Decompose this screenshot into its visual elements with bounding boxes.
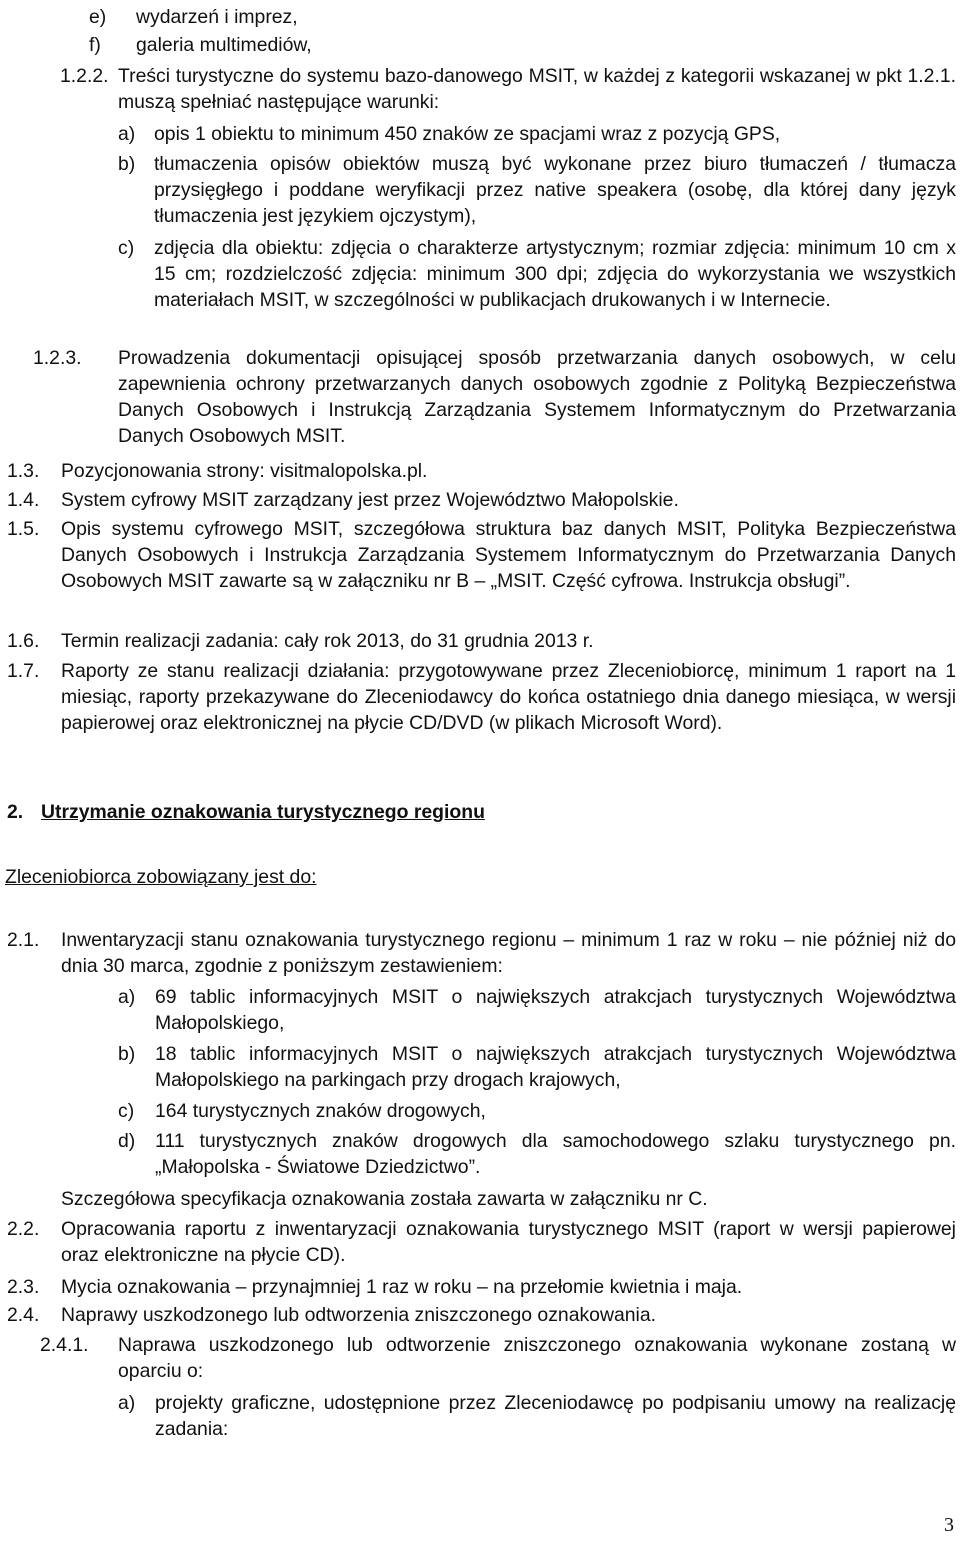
section-number: 2. [7, 801, 24, 823]
section-1-4 [7, 487, 956, 513]
item-label: d) [118, 1130, 136, 1152]
section-2-1-note [61, 1186, 956, 1212]
list-item-e [89, 4, 949, 30]
item-label: b) [118, 153, 136, 175]
section-number: 1.7. [7, 660, 40, 682]
section-text: Opracowania raportu z inwentaryzacji oznakowania turystycznego MSIT (raport w wersji papierowej oraz elektroniczne na płycie CD). [61, 1218, 956, 1266]
section-1-2-3 [33, 345, 956, 449]
item-label: a) [118, 1392, 136, 1414]
section-number: 2.4. [7, 1304, 40, 1326]
section-number: 1.6. [7, 630, 40, 652]
section-2-1 [7, 927, 956, 979]
item-text: zdjęcia dla obiektu: zdjęcia o charakterze artystycznym; rozmiar zdjęcia: minimum 10 cm x 15 cm; rozdzielczość zdjęcia: minimum 300 dpi; zdjęcia do wykorzystania we wszystkich materiałach MSIT, w szczególności w publikacjach drukowanych i w Internecie. [154, 237, 956, 311]
section-2-4 [7, 1302, 956, 1328]
section-heading-text: Utrzymanie oznakowania turystycznego regionu [41, 801, 485, 823]
section-text: Pozycjonowania strony: visitmalopolska.pl. [61, 460, 428, 482]
page-number: 3 [944, 1514, 954, 1536]
section-number: 2.3. [7, 1276, 40, 1298]
obligations-intro-text: Zleceniobiorca zobowiązany jest do: [5, 866, 317, 888]
section-heading-2 [7, 799, 956, 825]
section-text: Naprawa uszkodzonego lub odtworzenie zniszczonego oznakowania wykonane zostaną w oparciu o: [118, 1334, 956, 1382]
section-2-3 [7, 1274, 956, 1300]
section-number: 1.4. [7, 489, 40, 511]
section-number: 1.2.3. [33, 347, 82, 369]
section-number: 1.2.2. [60, 65, 109, 87]
list-item-f [89, 32, 949, 58]
list-item-2-1-d [118, 1128, 956, 1180]
section-2-2 [7, 1216, 956, 1268]
item-label: c) [118, 1100, 135, 1122]
item-label: e) [89, 6, 107, 28]
section-number: 2.4.1. [40, 1334, 89, 1356]
item-text: wydarzeń i imprez, [136, 6, 298, 28]
list-item-1-2-2-b [118, 151, 956, 229]
section-text: Termin realizacji zadania: cały rok 2013, do 31 grudnia 2013 r. [61, 630, 594, 652]
section-text: Inwentaryzacji stanu oznakowania turystycznego regionu – minimum 1 raz w roku – nie później niż do dnia 30 marca, zgodnie z poniższym zestawieniem: [61, 929, 956, 977]
item-label: a) [118, 986, 136, 1008]
section-1-2-2 [60, 63, 956, 115]
section-text: Raporty ze stanu realizacji działania: przygotowywane przez Zleceniobiorcę, minimum 1 raport na 1 miesiąc, raporty przekazywane do Zleceniodawcy do końca ostatniego dnia danego miesiąca, w wersji papierowej oraz elektronicznej na płycie CD/DVD (w plikach Microsoft Word). [61, 660, 956, 734]
list-item-2-1-c [118, 1098, 956, 1124]
item-text: opis 1 obiektu to minimum 450 znaków ze spacjami wraz z pozycją GPS, [154, 123, 781, 145]
section-text: Prowadzenia dokumentacji opisującej sposób przetwarzania danych osobowych, w celu zapewnienia ochrony przetwarzanych danych osobowych zgodnie z Polityką Bezpieczeństwa Danych Osobowych i Instrukcją Zarządzania Systemem Informatycznym do Przetwarzania Danych Osobowych MSIT. [118, 347, 956, 447]
section-1-3 [7, 458, 956, 484]
section-text: Opis systemu cyfrowego MSIT, szczegółowa struktura baz danych MSIT, Polityka Bezpieczeństwa Danych Osobowych i Instrukcja Zarządzania Systemem Informatycznym do Przetwarzania Danych Osobowych MSIT zawarte są w załączniku nr B – „MSIT. Część cyfrowa. Instrukcja obsługi”. [61, 518, 956, 592]
item-label: c) [118, 237, 135, 259]
item-text: galeria multimediów, [136, 34, 312, 56]
item-text: tłumaczenia opisów obiektów muszą być wykonane przez biuro tłumaczeń / tłumacza przysięgłego i poddane weryfikacji przez native speakera (osobę, dla której dany język tłumaczenia jest językiem ojczystym), [154, 153, 956, 227]
item-label: a) [118, 123, 136, 145]
item-label: b) [118, 1043, 136, 1065]
item-text: 69 tablic informacyjnych MSIT o największych atrakcjach turystycznych Województwa Małopolskiego, [155, 986, 956, 1034]
section-number: 2.2. [7, 1218, 40, 1240]
list-item-1-2-2-a [118, 121, 954, 147]
item-text: 18 tablic informacyjnych MSIT o największych atrakcjach turystycznych Województwa Małopolskiego na parkingach przy drogach krajowych, [155, 1043, 956, 1091]
section-text: Mycia oznakowania – przynajmniej 1 raz w roku – na przełomie kwietnia i maja. [61, 1276, 743, 1298]
list-item-2-4-1-a [118, 1390, 956, 1442]
section-1-7 [7, 658, 956, 736]
item-text: 164 turystycznych znaków drogowych, [155, 1100, 486, 1122]
section-1-6 [7, 628, 956, 654]
section-text: Naprawy uszkodzonego lub odtworzenia zniszczonego oznakowania. [61, 1304, 657, 1326]
item-text: projekty graficzne, udostępnione przez Zleceniodawcę po podpisaniu umowy na realizację zadania: [155, 1392, 956, 1440]
list-item-2-1-a [118, 984, 956, 1036]
list-item-1-2-2-c [118, 235, 956, 313]
section-text: Treści turystyczne do systemu bazo-danowego MSIT, w każdej z kategorii wskazanej w pkt 1.2.1. muszą spełniać następujące warunki: [118, 65, 956, 113]
section-number: 1.5. [7, 518, 40, 540]
section-text: System cyfrowy MSIT zarządzany jest przez Województwo Małopolskie. [61, 489, 679, 511]
list-item-2-1-b [118, 1041, 956, 1093]
section-1-5 [7, 516, 956, 594]
item-label: f) [89, 34, 101, 56]
section-number: 2.1. [7, 929, 40, 951]
section-2-4-1 [40, 1332, 956, 1384]
obligations-intro [5, 864, 954, 890]
section-number: 1.3. [7, 460, 40, 482]
note-text: Szczegółowa specyfikacja oznakowania została zawarta w załączniku nr C. [61, 1188, 708, 1210]
item-text: 111 turystycznych znaków drogowych dla samochodowego szlaku turystycznego pn. „Małopolska - Światowe Dziedzictwo”. [155, 1130, 956, 1178]
